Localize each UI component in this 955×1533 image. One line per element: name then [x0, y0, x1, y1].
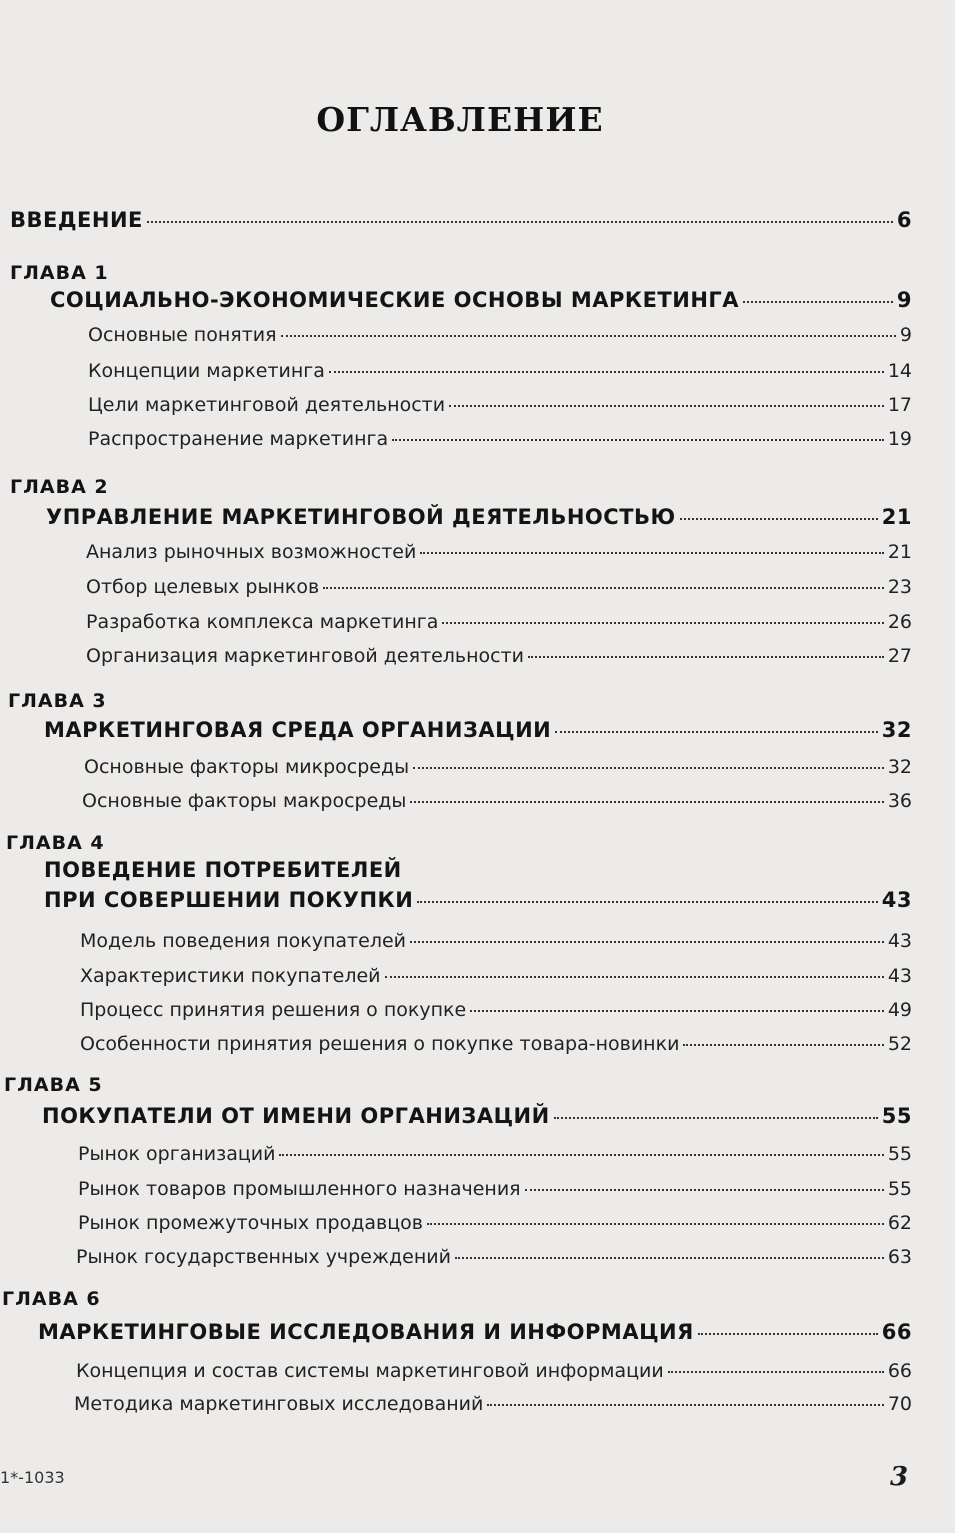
section-title: Разработка комплекса маркетинга: [86, 611, 439, 633]
section-entry: [82, 790, 912, 812]
leader-dots: [392, 439, 884, 441]
section-entry: [88, 360, 912, 382]
page-number: 62: [887, 1212, 912, 1234]
page-number: 43: [887, 965, 912, 987]
page-number: 26: [887, 611, 912, 633]
section-title: Процесс принятия решения о покупке: [80, 999, 467, 1021]
chapter-title-entry: [38, 1320, 912, 1344]
section-entry: [78, 1178, 912, 1200]
section-entry: [86, 645, 912, 667]
page-number: 32: [887, 756, 912, 778]
section-entry: [88, 428, 912, 450]
leader-dots: [743, 301, 893, 303]
page-number: 9: [896, 288, 912, 312]
page-number: 55: [881, 1104, 912, 1128]
section-title: Основные факторы микросреды: [84, 756, 410, 778]
page-number: 19: [887, 428, 912, 450]
chapter-title: ПОКУПАТЕЛИ ОТ ИМЕНИ ОРГАНИЗАЦИЙ: [42, 1104, 550, 1128]
page-number: 70: [887, 1393, 912, 1415]
section-entry: [80, 1033, 912, 1055]
page-number: 63: [887, 1246, 912, 1268]
section-title: Организация маркетинговой деятельности: [86, 645, 525, 667]
section-title: Особенности принятия решения о покупке товара-новинки: [80, 1033, 680, 1055]
section-title: Рынок государственных учреждений: [76, 1246, 451, 1268]
chapter-label: ГЛАВА 3: [8, 690, 107, 712]
page-number: 9: [899, 324, 912, 346]
section-title: Рынок товаров промышленного назначения: [78, 1178, 521, 1200]
page-number: 32: [881, 718, 912, 742]
chapter-label: ГЛАВА 4: [6, 832, 105, 854]
section-title: Методика маркетинговых исследований: [74, 1393, 484, 1415]
section-entry: [76, 1246, 912, 1268]
section-entry: [86, 576, 912, 598]
section-title: Основные понятия: [88, 324, 277, 346]
chapter-label: ГЛАВА 5: [4, 1074, 103, 1096]
leader-dots: [680, 518, 878, 520]
leader-dots: [554, 1117, 878, 1119]
chapter-label: ГЛАВА 2: [10, 476, 109, 498]
section-entry: [86, 611, 912, 633]
chapter-label: ГЛАВА 6: [2, 1288, 101, 1310]
section-entry: [80, 965, 912, 987]
page-number: 21: [881, 505, 912, 529]
chapter-title: УПРАВЛЕНИЕ МАРКЕТИНГОВОЙ ДЕЯТЕЛЬНОСТЬЮ: [46, 505, 676, 529]
chapter-label: ГЛАВА 1: [10, 262, 109, 284]
section-title: Характеристики покупателей: [80, 965, 381, 987]
page-number: 23: [887, 576, 912, 598]
page-number: 55: [887, 1178, 912, 1200]
chapter-title-entry: [50, 288, 912, 312]
section-entry: [78, 1212, 912, 1234]
leader-dots: [528, 656, 884, 658]
chapter-title-entry: [44, 718, 912, 742]
page-number: 66: [881, 1320, 912, 1344]
section-entry: [88, 324, 912, 346]
leader-dots: [455, 1257, 884, 1259]
leader-dots: [329, 371, 884, 373]
chapter-title-entry: [42, 1104, 912, 1128]
leader-dots: [417, 901, 877, 903]
page-number: 66: [887, 1360, 912, 1382]
leader-dots: [281, 335, 896, 337]
leader-dots: [555, 731, 878, 733]
section-entry: [76, 1360, 912, 1382]
page-number: 43: [881, 888, 912, 912]
section-entry: [80, 930, 912, 952]
section-entry: [80, 999, 912, 1021]
print-code: 1*-1033: [0, 1468, 65, 1487]
page-number-footer: 3: [890, 1462, 909, 1492]
section-title: Рынок организаций: [78, 1143, 276, 1165]
toc-entry-intro: [10, 208, 912, 232]
chapter-title-line: ПОВЕДЕНИЕ ПОТРЕБИТЕЛЕЙ: [44, 858, 402, 882]
leader-dots: [427, 1223, 884, 1225]
chapter-title-entry: [46, 505, 912, 529]
leader-dots: [413, 767, 884, 769]
section-title: Концепция и состав системы маркетинговой информации: [76, 1360, 664, 1382]
page-title: ОГЛАВЛЕНИЕ: [316, 100, 604, 139]
section-title: Отбор целевых рынков: [86, 576, 320, 598]
leader-dots: [410, 801, 883, 803]
leader-dots: [525, 1189, 884, 1191]
leader-dots: [487, 1404, 883, 1406]
page-number: 21: [887, 541, 912, 563]
page-number: 14: [887, 360, 912, 382]
leader-dots: [420, 552, 883, 554]
section-entry: [86, 541, 912, 563]
leader-dots: [668, 1371, 884, 1373]
chapter-title: СОЦИАЛЬНО-ЭКОНОМИЧЕСКИЕ ОСНОВЫ МАРКЕТИНГА: [50, 288, 740, 312]
page-number: 55: [887, 1143, 912, 1165]
intro-label: ВВЕДЕНИЕ: [10, 208, 143, 232]
chapter-title: МАРКЕТИНГОВАЯ СРЕДА ОРГАНИЗАЦИИ: [44, 718, 552, 742]
section-title: Основные факторы макросреды: [82, 790, 407, 812]
chapter-title: МАРКЕТИНГОВЫЕ ИССЛЕДОВАНИЯ И ИНФОРМАЦИЯ: [38, 1320, 694, 1344]
leader-dots: [279, 1154, 883, 1156]
leader-dots: [323, 587, 884, 589]
section-title: Анализ рыночных возможностей: [86, 541, 417, 563]
page-number: 43: [887, 930, 912, 952]
section-title: Концепции маркетинга: [88, 360, 325, 382]
chapter-title-entry: [44, 888, 912, 912]
leader-dots: [410, 941, 884, 943]
section-entry: [78, 1143, 912, 1165]
page-number: 49: [887, 999, 912, 1021]
leader-dots: [470, 1010, 884, 1012]
section-entry: [84, 756, 912, 778]
leader-dots: [147, 221, 893, 223]
section-title: Модель поведения покупателей: [80, 930, 406, 952]
leader-dots: [449, 405, 884, 407]
section-title: Цели маркетинговой деятельности: [88, 394, 446, 416]
section-title: Рынок промежуточных продавцов: [78, 1212, 423, 1234]
leader-dots: [683, 1044, 883, 1046]
section-title: Распространение маркетинга: [88, 428, 389, 450]
chapter-title: ПРИ СОВЕРШЕНИИ ПОКУПКИ: [44, 888, 414, 912]
page-number: 17: [887, 394, 912, 416]
leader-dots: [698, 1333, 878, 1335]
section-entry: [88, 394, 912, 416]
page-number: 27: [887, 645, 912, 667]
page-number: 6: [896, 208, 912, 232]
page-number: 36: [887, 790, 912, 812]
leader-dots: [442, 622, 883, 624]
section-entry: [74, 1393, 912, 1415]
page-number: 52: [887, 1033, 912, 1055]
leader-dots: [385, 976, 884, 978]
